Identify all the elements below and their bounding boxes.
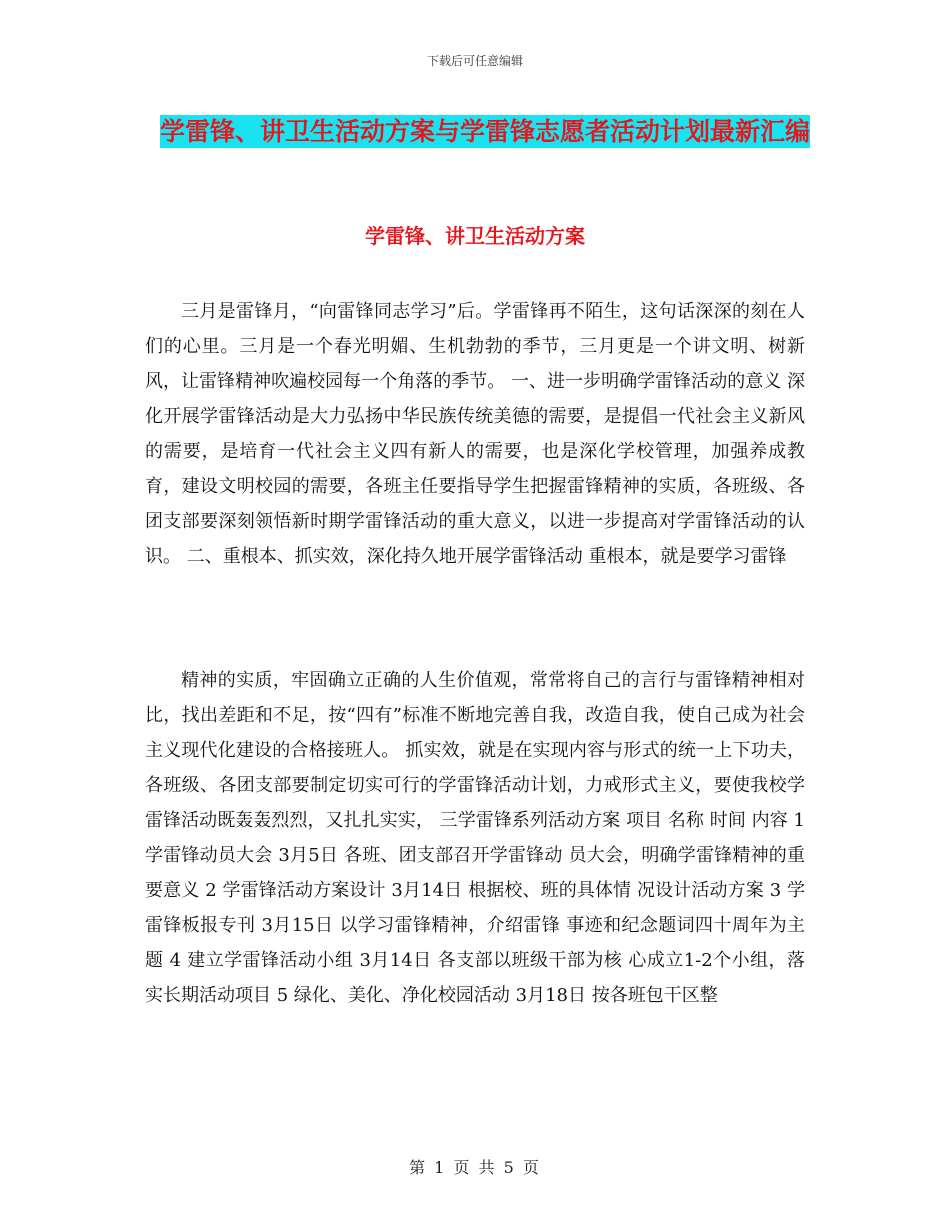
body-paragraph-2: 精神的实质，牢固确立正确的人生价值观，常常将自己的言行与雷锋精神相对比，找出差距和不足，按“四有”标准不断地完善自我，改造自我，使自己成为社会主义现代化建设的合格接班人。 抓实效，就是在实现内容与形式的统一上下功夫，各班级、各团支部要制定切实可行的学雷锋活动计划，力戒形式主义，要使我校学雷锋活动既轰轰烈烈，又扎扎实实， 三学雷锋系列活动方案 项目 名称 时间 内容 1 学雷锋动员大会 3月5日 各班、团支部召开学雷锋动 员大会，明确学雷锋精神的重要意义 2 学雷锋活动方案设计 3月14日 根据校、班的具体情 况设计活动方案 3 学雷锋板报专刊 3月15日 以学习雷锋精神，介绍雷锋 事迹和纪念题词四十周年为主题 4 建立学雷锋活动小组 3月14日 各支部以班级干部为核 心成立1-2个小组，落实长期活动项目 5 绿化、美化、净化校园活动 3月18日 按各班包干区整 <box>145 670 805 1006</box>
document-title-text: 学雷锋、讲卫生活动方案与学雷锋志愿者活动计划最新汇编 <box>159 117 810 146</box>
document-title <box>145 108 825 156</box>
page-number-footer: 第 1 页 共 5 页 <box>409 1158 541 1177</box>
body-paragraph-1: 三月是雷锋月，“向雷锋同志学习”后。学雷锋再不陌生，这句话深深的刻在人们的心里。三月是一个春光明媚、生机勃勃的季节，三月更是一个讲文明、树新风，让雷锋精神吹遍校园每一个角落的季节。 一、进一步明确学雷锋活动的意义 深化开展学雷锋活动是大力弘扬中华民族传统美德的需要，是提倡一代社会主义新风的需要，是培育一代社会主义四有新人的需要，也是深化学校管理，加强养成教育，建设文明校园的需要，各班主任要指导学生把握雷锋精神的实质，各班级、各团支部要深刻领悟新时期学雷锋活动的重大意义，以进一步提高对学雷锋活动的认识。 二、重根本、抓实效，深化持久地开展学雷锋活动 重根本，就是要学习雷锋 <box>145 301 805 567</box>
header-note: 下载后可任意编辑 <box>426 54 523 68</box>
section-title: 学雷锋、讲卫生活动方案 <box>365 224 585 248</box>
